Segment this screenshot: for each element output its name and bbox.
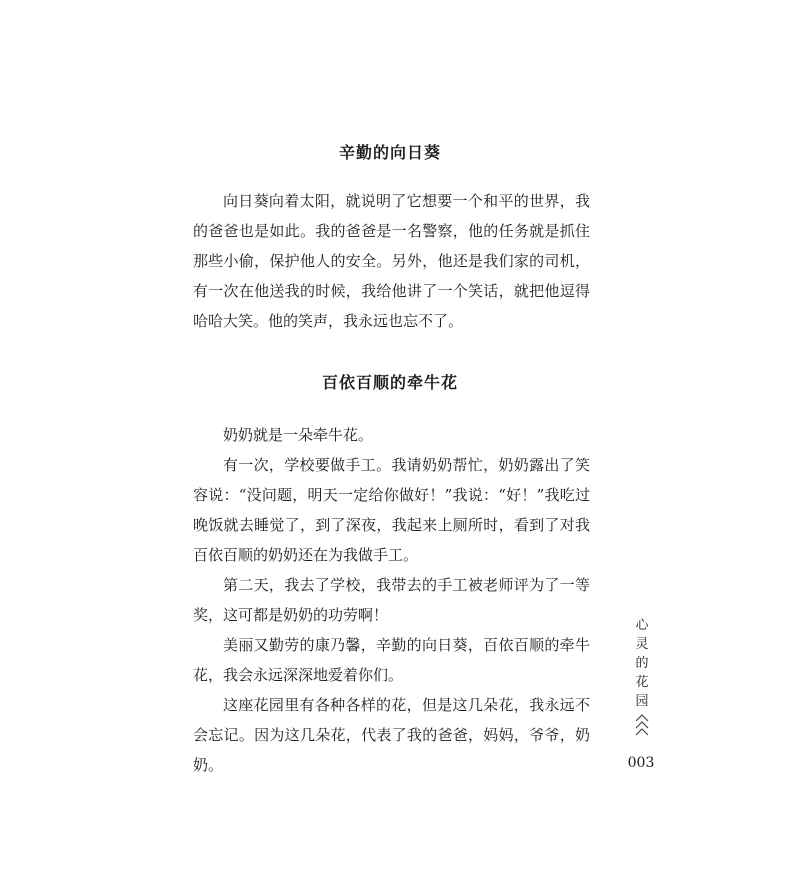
paragraph: 奶奶就是一朵牵牛花。 — [223, 426, 374, 444]
running-header-char: 的 — [635, 656, 649, 671]
section-title: 百依百顺的牵牛花 — [321, 373, 458, 392]
running-header-char: 园 — [635, 694, 649, 709]
triple-chevron-up-icon — [633, 712, 651, 738]
running-header-char: 花 — [635, 675, 649, 690]
paragraph: 第二天，我去了学校，我带去的手工被老师评为了一等奖，这可都是奶奶的功劳啊！ — [193, 576, 590, 624]
section-body — [193, 186, 590, 336]
paragraph: 向日葵向着太阳，就说明了它想要一个和平的世界，我的爸爸也是如此。我的爸爸是一名警察，他的任务就是抓住那些小偷，保护他人的安全。另外，他还是我们家的司机，有一次在他送我的时候，我给他讲了一个笑话，就把他逗得哈哈大笑。他的笑声，我永远也忘不了。 — [193, 192, 590, 330]
paragraph: 有一次，学校要做手工。我请奶奶帮忙，奶奶露出了笑容说：“没问题，明天一定给你做好！”我说：“好！”我吃过晚饭就去睡觉了，到了深夜，我起来上厕所时，看到了对我百依百顺的奶奶还在为我做手工。 — [193, 456, 590, 564]
page-number: 003 — [627, 755, 655, 771]
running-header-char: 灵 — [635, 637, 649, 652]
section-body — [193, 420, 590, 780]
running-header-char: 心 — [635, 618, 649, 633]
section-title: 辛勤的向日葵 — [338, 143, 441, 162]
running-header-vertical — [634, 616, 650, 711]
paragraph: 美丽又勤劳的康乃馨，辛勤的向日葵，百依百顺的牵牛花，我会永远深深地爱着你们。 — [193, 636, 590, 684]
paragraph: 这座花园里有各种各样的花，但是这几朵花，我永远不会忘记。因为这几朵花，代表了我的爸爸，妈妈，爷爷，奶奶。 — [193, 696, 590, 774]
